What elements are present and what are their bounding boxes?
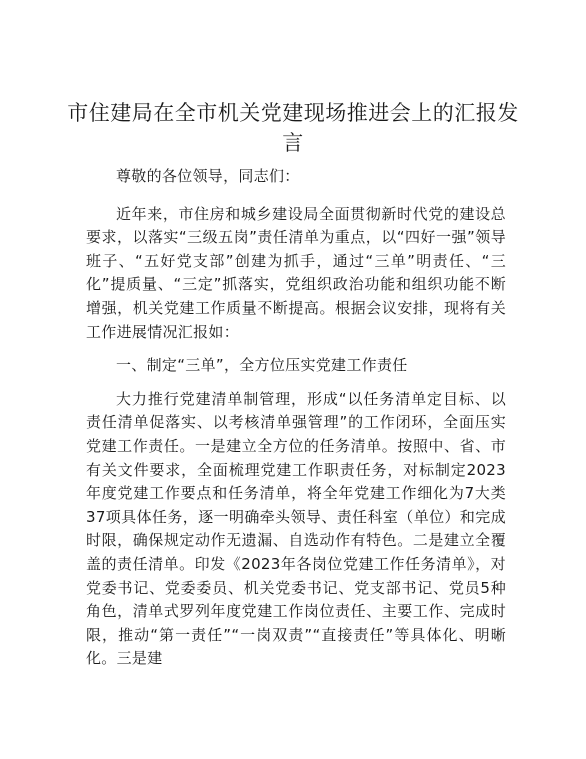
body-paragraph: 大力推行党建清单制管理，形成“以任务清单定目标、以责任清单促落实、以考核清单强管理”的工作闭环，全面压实党建工作责任。一是建立全方位的任务清单。按照中、省、市有关文件要求，全面梳理党建工作职责任务，对标制定2023年度党建工作要点和任务清单，将全年党建工作细化为7大类37项具体任务，逐一明确牵头领导、责任科室（单位）和完成时限，确保规定动作无遗漏、自选动作有特色。二是建立全覆盖的责任清单。印发《2023年各岗位党建工作任务清单》，对党委书记、党委委员、机关党委书记、党支部书记、党员5种角色，清单式罗列年度党建工作岗位责任、主要工作、完成时限，推动“第一责任”“一岗双责”“直接责任”等具体化、明晰化。三是建 (86, 389, 506, 668)
document-title: 市住建局在全市机关党建现场推进会上的汇报发言 (67, 101, 519, 155)
intro-paragraph: 近年来，市住房和城乡建设局全面贯彻新时代党的建设总要求，以落实“三级五岗”责任清单为重点，以“四好一强”领导班子、“五好党支部”创建为抓手，通过“三单”明责任、“三化”提质量、“三定”抓落实，党组织政治功能和组织功能不断增强，机关党建工作质量不断提高。根据会议安排，现将有关工作进展情况汇报如： (86, 204, 506, 341)
section-heading: 一、制定“三单”，全方位压实党建工作责任 (116, 356, 408, 375)
document-body (86, 165, 506, 671)
greeting-line: 尊敬的各位领导，同志们： (116, 167, 300, 185)
